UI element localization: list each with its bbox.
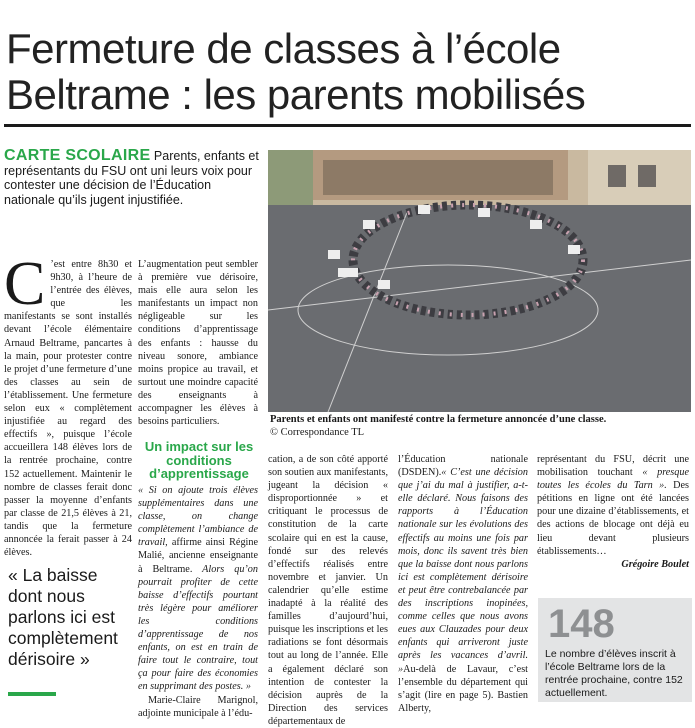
headline-line-2: Beltrame : les parents mobilisés (6, 71, 586, 118)
author-signature: Grégoire Boulet (621, 558, 689, 570)
article-column-4 (398, 453, 528, 715)
headline-line-1: Fermeture de classes à l’école (6, 25, 561, 72)
article-paragraph-5b: Des pétitions en ligne ont été lancées pour une dizaine d’établissements, et des actions de blocage ont déjà eu lieu devant plusieurs établissements… (537, 480, 689, 557)
quote-malie-1: « Si on ajoute trois élèves supplémentaires dans une classe, on change complètement l’ambiance de travail, (138, 485, 258, 549)
quote-malie-2: Alors qu’on pourrait profiter de cette baisse d’effectifs pourtant très légère pour améliorer les conditions d’apprentissage de nos enfants, on est en train de faire tout le contraire, tout ça pour faire des économies en supprimant des postes. » (138, 563, 258, 693)
attribution-malie: affirme ainsi Régine Malié, ancienne enseignante à Beltrame. (138, 537, 258, 575)
photo-caption: Parents et enfants ont manifesté contre la fermeture annoncée d’une classe. (270, 414, 607, 425)
article-column-2 (138, 258, 258, 428)
article-paragraph-2: L’augmentation peut sembler à première vue dérisoire, mais elle aura selon les manifestants un impact non négligeable sur les conditions d’apprentissage des enfants : hausse du niveau sonore, ambiance moins propice au travail, et surtout une moindre capacité des enseignants à accompagner les élèves à besoins particuliers. (138, 259, 258, 428)
quote-alberty: « presque toutes les écoles du Tarn ». (537, 467, 689, 492)
article-subhead: Un impact sur les conditions d’apprentissage (144, 439, 254, 481)
headline-rule (4, 124, 691, 127)
article-photo (268, 150, 691, 412)
stat-number: 148 (548, 602, 615, 646)
photo-credit: © Correspondance TL (270, 427, 365, 438)
article-column-1 (4, 250, 132, 559)
article-column-3 (268, 453, 388, 728)
section-kicker: CARTE SCOLAIRE (4, 147, 151, 164)
article-paragraph-marignol: Marie-Claire Marignol, adjointe municipale à l’édu- (138, 694, 258, 719)
drop-cap: C (4, 250, 46, 318)
pull-quote: « La baisse dont nous parlons ici est complètement dérisoire » (8, 565, 118, 669)
article-column-2b (138, 484, 258, 720)
article-paragraph-4a: l’Éducation nationale (DSDEN). (398, 454, 528, 479)
intro-lede (4, 149, 260, 207)
protest-photo-illustration (268, 150, 691, 412)
article-paragraph-5a: représentant du FSU, décrit une mobilisation touchant (537, 454, 689, 479)
headline (6, 26, 691, 118)
article-paragraph-4b: Au-delà de Lavaur, c’est l’ensemble du département qui s’agit (lire en page 5). Bastien Alberty, (398, 663, 528, 714)
stat-text: Le nombre d’élèves inscrit à l’école Beltrame lors de la rentrée prochaine, contre 152 actuellement. (545, 648, 683, 699)
article-column-5 (537, 453, 689, 571)
article-paragraph-3: cation, a de son côté apporté son soutien aux manifestants, jugeant la décision « disproportionnée » et critiquant le processus de constitution de la carte scolaire qui en est la cause, fondé sur des relevés d’effectifs réalisés entre novembre et janvier. Un calendrier qu’elle estime inadapté à la réalité des familles d’aujourd’hui, puisque les inscriptions et les radiations se font désormais tout au long de l’année. Elle a également déclaré son intention de contester la décision auprès de la Direction des services départementaux de (268, 454, 388, 727)
article-paragraph-1: ’est entre 8h30 et 9h30, à l’heure de l’entrée des élèves, que les manifestants se sont installés devant l’école élémentaire Arnaud Beltrame, pancartes à la main, pour protester contre le projet d’une fermeture d’une des classes au sein de l’établissement. Une fermeture selon eux « complètement injustifiée au regard des effectifs », puisque l’école accueillera 148 élèves lors de la rentrée prochaine, contre 152 actuellement. Maintenir le nombre de classes ferait donc passer la moyenne d’enfants par classe de 21,5 élèves à 21, tandis que la fermeture annoncée la ferait passer à 24 élèves. (4, 259, 132, 559)
photo-caption-block (270, 413, 690, 439)
intro-text: Parents, enfants et représentants du FSU ont uni leurs voix pour contester une décision de l’Éducation nationale qu’ils jugent injustifiée. (4, 149, 259, 207)
quote-marignol: « C’est une décision que j’ai du mal à justifier, a-t-elle déclaré. Nous faisons des rapports à l’Éducation nationale sur les évolutions des effectifs au moins une fois par mois, donc ils savent très bien que la baisse dont nous parlons ici est complètement dérisoire et peut être contrebalancée par des inscriptions inopinées, comme celles que nous avons eues aux Clauzades pour deux enfants qui arriveront juste après les vacances d’avril. » (398, 467, 528, 675)
pull-quote-bar (8, 692, 56, 696)
